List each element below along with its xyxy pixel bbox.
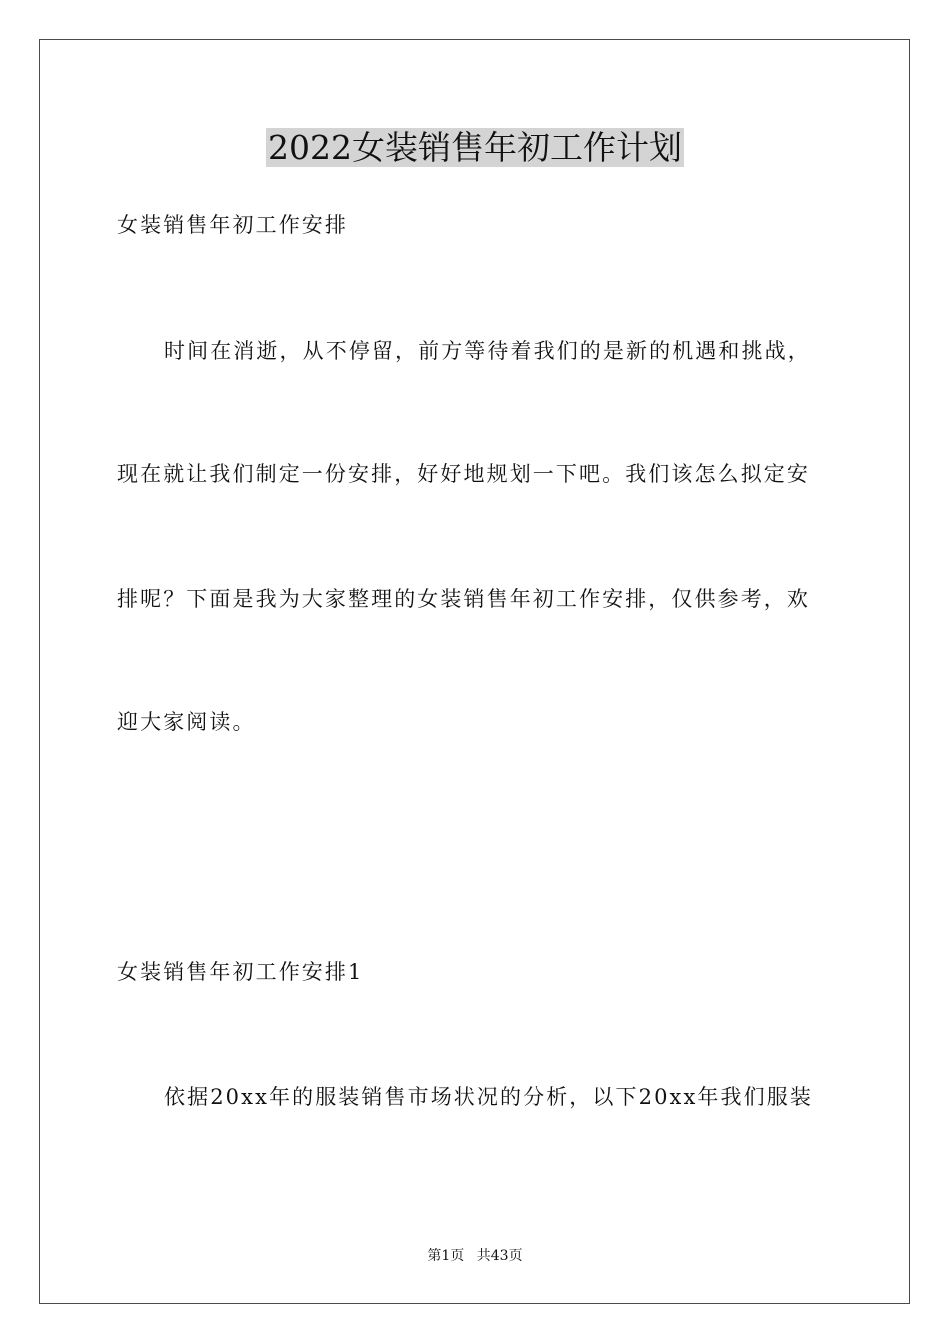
paragraph-line-2: 现在就让我们制定一份安排，好好地规划一下吧。我们该怎么拟定安: [117, 462, 810, 486]
page-footer: [0, 1246, 950, 1266]
document-title-text: 2022女装销售年初工作计划: [268, 128, 682, 167]
document-title: [0, 126, 950, 170]
paragraph-line-3: 排呢？下面是我为大家整理的女装销售年初工作安排，仅供参考，欢: [117, 587, 810, 611]
paragraph-line-4: 迎大家阅读。: [117, 710, 256, 734]
page-total: 共43页: [476, 1248, 523, 1264]
section-heading: 女装销售年初工作安排1: [117, 960, 364, 984]
paragraph-line-1: 时间在消逝，从不停留，前方等待着我们的是新的机遇和挑战，: [164, 339, 811, 363]
subtitle-line: 女装销售年初工作安排: [117, 213, 348, 237]
paragraph-line-5: 依据20xx年的服装销售市场状况的分析，以下20xx年我们服装: [164, 1085, 813, 1109]
page-number: 第1页: [427, 1248, 465, 1264]
